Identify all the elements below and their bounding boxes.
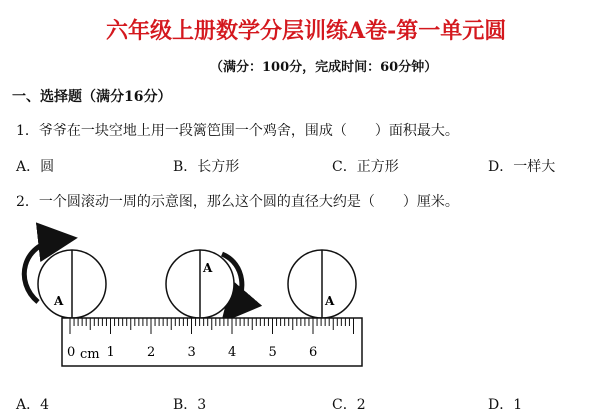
- ruler-number: 1: [106, 345, 115, 360]
- rolling-circle-figure: [0, 220, 600, 390]
- ruler-number: 3: [187, 345, 196, 360]
- question-1-option-c: C．正方形: [332, 159, 399, 175]
- question-1-option-d: D．一样大: [488, 159, 556, 175]
- question-2-option-c: C．2: [332, 397, 366, 413]
- question-1-text: 1．爷爷在一块空地上用一段篱笆围一个鸡舍，围成（ ）面积最大。: [16, 123, 459, 139]
- section-heading: 一、选择题（满分16分）: [12, 89, 172, 105]
- ruler-number: 5: [268, 345, 277, 360]
- point-a-label-2: A: [203, 261, 213, 275]
- point-a-label-3: A: [325, 294, 335, 308]
- circle-2: [166, 250, 234, 318]
- question-2-option-d: D．1: [488, 397, 523, 413]
- ruler-unit-label: cm: [80, 347, 100, 362]
- question-2-text: 2．一个圆滚动一周的示意图，那么这个圆的直径大约是（ ）厘米。: [16, 194, 459, 210]
- question-2-option-b: B．3: [173, 397, 207, 413]
- ruler: [62, 318, 362, 366]
- question-1-option-b: B．长方形: [173, 159, 240, 175]
- point-a-label-1: A: [54, 294, 64, 308]
- question-2-option-a: A．4: [16, 397, 50, 413]
- circle-1: [38, 250, 106, 318]
- ruler-number: 0: [67, 345, 76, 360]
- document-subtitle: （满分：100分，完成时间：60分钟）: [210, 60, 438, 75]
- ruler-number: 2: [147, 345, 156, 360]
- ruler-number: 4: [228, 345, 237, 360]
- document-title: 六年级上册数学分层训练A卷-第一单元圆: [106, 18, 507, 44]
- circle-3: [288, 250, 356, 318]
- question-1-option-a: A．圆: [16, 159, 55, 175]
- ruler-number: 6: [309, 345, 318, 360]
